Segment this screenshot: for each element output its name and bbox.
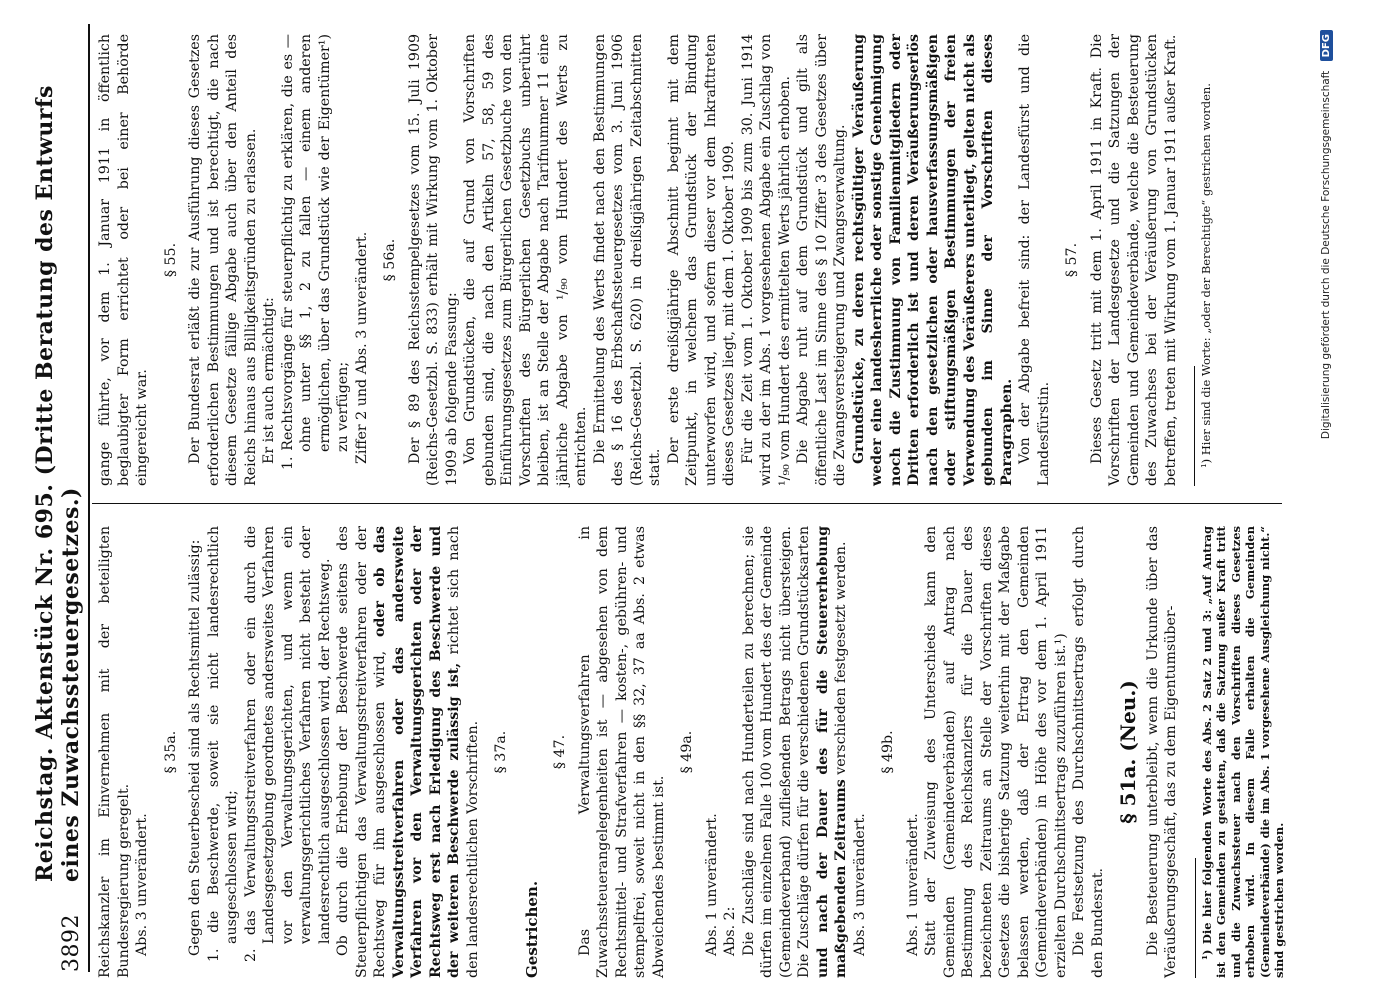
text-run: richtet sich nach den landesrechtlichen Vorschriften. xyxy=(446,525,481,978)
paragraph: Von Grundstücken, die auf Grund von Vorschriften gebunden sind, die nach den Artikeln 57, 58, 59 des Einführungsgesetzes zum Bürgerlichen Gesetzbuche von den Vorschriften des Bürgerlichen Gesetzbuchs unberührt bleiben, ist an Stelle der Abgabe nach Tarifnummer 11 eine jährliche Abgabe von ¹/₉₀ vom Hundert des Werts zu entrichten. xyxy=(462,34,589,486)
footnote xyxy=(1200,526,1287,978)
section-heading: § 37a. xyxy=(493,730,509,774)
paragraph xyxy=(850,34,1017,486)
right-column xyxy=(96,34,1214,486)
running-title: Reichstag. Aktenstück Nr. 695. (Dritte Beratung des Entwurfs eines Zuwachssteuergesetzes.) xyxy=(32,85,84,882)
paragraph xyxy=(334,526,482,978)
paragraph: Die Besteuerung unterbleibt, wenn die Urkunde über das Veräußerungsgeschäft, das zu dem Eigentumsüber- xyxy=(1144,526,1179,978)
paragraph: Er ist auch ermächtigt: xyxy=(261,297,277,464)
paragraph: Abs. 2: xyxy=(722,906,738,956)
paragraph: Der § 89 des Reichsstempelgesetzes vom 15. Juli 1909 (Reichs-Gesetzbl. S. 833) erhält mit Wirkung vom 1. Oktober 1909 ab folgende Fassung: xyxy=(406,34,460,486)
digitization-note xyxy=(1320,30,1333,970)
paragraph: Für die Zeit vom 1. Oktober 1909 bis zum 30. Juni 1914 wird zu der im Abs. 1 vorgesehenen Abgabe ein Zuschlag von ¹/₉₀ vom Hundert des ermittelten Werts jährlich erhoben. xyxy=(739,34,793,486)
paragraph: Der Bundesrat erläßt die zur Ausführung dieses Gesetzes erforderlichen Bestimmungen und ist berechtigt, die nach diesem Gesetze fällige Abgabe auch über den Anteil des Reichs hinaus aus Billigkeitsgründen zu erlassen. xyxy=(187,34,259,486)
page-number: 3892 xyxy=(59,914,84,972)
section-heading-new: § 51a. (Neu.) xyxy=(1116,680,1140,824)
list-item: 1. Rechtsvorgänge für steuerpflichtig zu erklären, die es — ohne unter §§ 1, 2 zu fallen — einem anderen ermöglichen, über das Grundstück wie der Eigentümer¹) zu verfügen; xyxy=(279,34,351,470)
struck-heading: Gestrichen. xyxy=(522,880,541,978)
footnote-rule xyxy=(1195,858,1196,978)
paragraph xyxy=(740,526,851,978)
paragraph: Das Verwaltungsverfahren in Zuwachssteuerangelegenheiten ist — abgesehen von dem Rechtsmittel- und Strafverfahren — kosten-, gebühren- und stempelfrei, soweit nicht in den §§ 32, 37 aa Abs. 2 etwas Abweichendes bestimmt ist. xyxy=(576,526,667,978)
paragraph: Abs. 1 unverändert. xyxy=(703,813,720,956)
list-item: 1. die Beschwerde, soweit sie nicht landesrechtlich ausgeschlossen wird; xyxy=(205,526,240,962)
footnote: ¹) Hier sind die Worte: „oder der Berechtigte“ gestrichen worden. xyxy=(1199,83,1213,468)
paragraph: gange führte, vor dem 1. Januar 1911 in öffentlich beglaubigter Form errichtet oder bei einer Behörde eingereicht war. xyxy=(97,34,150,486)
section-heading: § 35a. xyxy=(162,730,179,774)
paragraph: Von der Abgabe befreit sind: der Landesfürst und die Landesfürstin. xyxy=(1017,34,1052,486)
paragraph: Die Festsetzung des Durchschnittsertrags erfolgt durch den Bundesrat. xyxy=(1071,526,1106,978)
paragraph: Reichskanzler im Einvernehmen mit der beteiligten Bundesregierung geregelt. xyxy=(97,526,132,978)
paragraph: Statt der Zuweisung des Unterschieds kann den Gemeinden (Gemeindeverbänden) auf Antrag nach Bestimmung des Reichskanzlers für die Dauer des bezeichneten Zeitraums an Stelle der Vorschriften dieses Gesetzes die bisherige Satzung weiterhin mit der Maßgabe belassen werden, daß der Ertrag den Gemeinden (Gemeindeverbänden) in Höhe des vor dem 1. April 1911 erzielten Durchschnittsertrags zuzuführen ist.¹) xyxy=(923,526,1069,978)
section-heading: § 57. xyxy=(1064,242,1080,278)
page-header xyxy=(32,24,90,972)
paragraph: Abs. 3 unverändert. xyxy=(134,813,150,956)
paragraph: Die Ermittelung des Werts findet nach den Bestimmungen des § 16 des Erbschaftssteuergesetzes vom 3. Juni 1906 (Reichs-Gesetzbl. S. 620) in dreißigjährigen Zeitabschnitten statt. xyxy=(591,34,663,486)
paragraph: Gegen den Steuerbescheid sind als Rechtsmittel zulässig: xyxy=(187,539,203,956)
paragraph: Ziffer 2 und Abs. 3 unverändert. xyxy=(353,231,370,464)
section-heading: § 47. xyxy=(552,734,568,770)
section-heading: § 55. xyxy=(162,242,179,278)
paragraph: Der erste dreißigjährige Abschnitt beginnt mit dem Zeitpunkt, in welchem das Grundstück der Bindung unterworfen wird, und sofern dieser vor dem Inkrafttreten dieses Gesetzes liegt, mit dem 1. Oktober 1909. xyxy=(665,34,737,486)
paragraph: Abs. 1 unverändert. xyxy=(904,813,921,956)
text-run: Ob durch die Erhebung der Beschwerde seitens des Steuerpflichtigen das Verwaltungsstreitverfahren oder der Rechtsweg für ihn ausgeschlossen wird, xyxy=(335,526,388,978)
bold-text: oder ob das Verwaltungsstreitverfahren oder das andersweite Verfahren vor den Verwaltungsgerichten oder der Rechtsweg erst nach Erledigung des Beschwerde und der weiteren Beschwerde zulässig ist, xyxy=(372,526,462,978)
paragraph: Die Abgabe ruht auf dem Grundstück und gilt als öffentliche Last im Sinne des § 10 Ziffer 3 des Gesetzes über die Zwangsversteigerung und Zwangsverwaltung. xyxy=(795,34,848,486)
list-item: 2. das Verwaltungsstreitverfahren oder ein durch die Landesgesetzgebung geordnetes andersweites Verfahren vor den Verwaltungsgerichten, und wenn ein verwaltungsgerichtliches Verfahren nicht besteht oder landesrechtlich ausgeschlossen wird, der Rechtsweg. xyxy=(242,526,333,962)
left-column xyxy=(96,526,1287,978)
section-heading: § 49a. xyxy=(679,730,695,774)
paragraph: Abs. 3 unverändert. xyxy=(851,813,868,956)
dfg-logo: DFG xyxy=(1320,30,1333,61)
column-divider xyxy=(92,503,1282,504)
funding-credit: Digitalisierung gefördert durch die Deutsche Forschungsgemeinschaft xyxy=(1320,70,1332,440)
text-run: verschieden festgesetzt werden. xyxy=(833,541,849,775)
bold-text: Grundstücke, zu deren rechtsgültiger Veräußerung weder eine landesherrliche oder sonstige Genehmigung noch die Zustimmung von Familienmitgliedern oder Dritten erforderlich ist und deren Veräußerungserlös nach den gesetzlichen oder hausverfassungsmäßigen oder stiftungsmäßigen Bestimmungen der freien Verwendung des Veräußerers unterliegt, gelten nicht als gebunden im Sinne der Vorschriften dieses Paragraphen. xyxy=(850,34,1015,486)
text-run: Die Zuschläge sind nach Hunderteilen zu berechnen; sie dürfen im einzelnen Falle 100 vom Hundert des der Gemeinde (Gemeindeverband) zufließenden Betrags nicht übersteigen. Die Zuschläge dürfen für die verschiedenen Grundstücksarten xyxy=(740,526,812,978)
bold-text: und nach der Dauer des für die Steuererhebung maßgebenden Zeitraums xyxy=(814,526,849,978)
paragraph: Dieses Gesetz tritt mit dem 1. April 1911 in Kraft. Die Vorschriften der Landesgesetze und die Satzungen der Gemeinden und Gemeindeverbände, welche die Besteuerung des Zuwachses bei der Veräußerung von Grundstücken betreffen, treten mit Wirkung vom 1. Januar 1911 außer Kraft. xyxy=(1088,34,1179,486)
footnote-rule xyxy=(1194,366,1195,486)
bold-text: ¹) Die hier folgenden Worte des Abs. 2 Satz 2 und 3: „Auf Antrag ist den Gemeinden zu gestatten, daß die Satzung außer Kraft tritt und die Zuwachssteuer nach den Vorschriften dieses Gesetzes erhoben wird. In diesem Falle erhalten die Gemeinden (Gemeindeverbände) die im Abs. 1 vorgesehene Ausgleichung nicht.“ sind gestrichen worden. xyxy=(1199,526,1286,978)
section-heading: § 56a. xyxy=(382,238,398,282)
section-heading: § 49b. xyxy=(880,730,896,774)
